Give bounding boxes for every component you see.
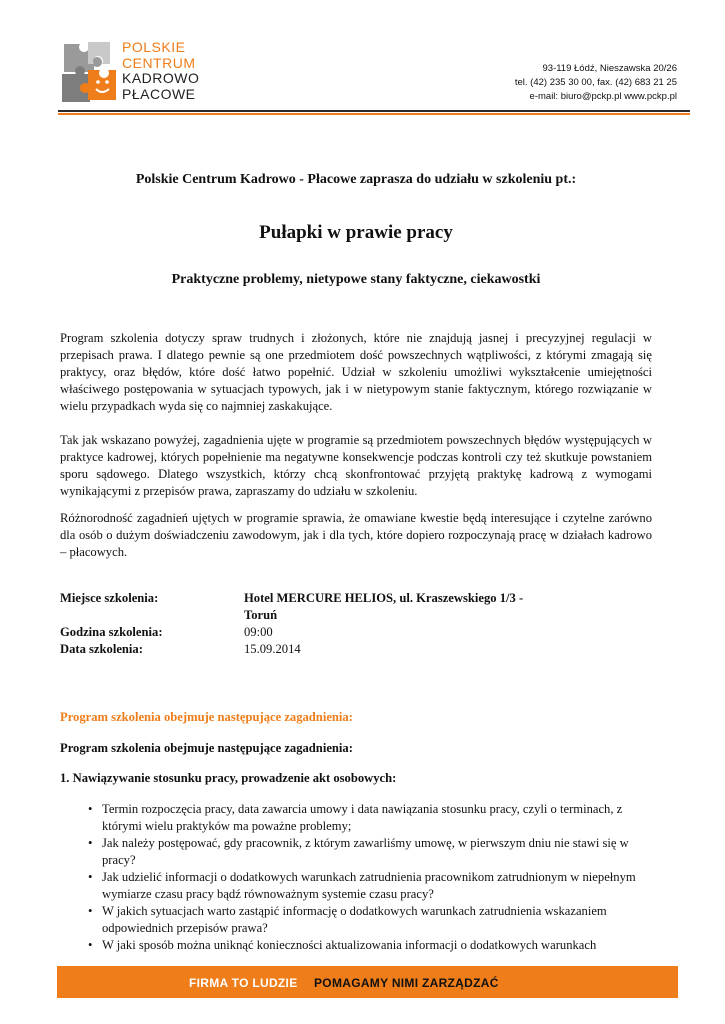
detail-row-date xyxy=(60,641,534,658)
phone-fax: tel. (42) 235 30 00, fax. (42) 683 21 25 xyxy=(514,77,677,88)
logo-text-centrum: CENTRUM xyxy=(122,54,196,71)
logo-text-kadrowo: KADROWO xyxy=(122,70,200,86)
header-divider-dark xyxy=(58,110,690,112)
detail-row-time xyxy=(60,624,534,641)
time-label: Godzina szkolenia: xyxy=(60,625,163,639)
list-item: • Termin rozpoczęcia pracy, data zawarcia umowy i data nawiązania stosunku pracy, czyli o terminach, z którymi wielu praktyków ma poważne problemy; xyxy=(78,801,648,835)
footer-banner xyxy=(57,966,678,998)
header-divider-orange xyxy=(58,113,690,115)
list-item: • Jak udzielić informacji o dodatkowych warunkach zatrudnienia pracownikom zatrudnionym w niepełnym wymiarze czasu pracy bądź równoważnym systemie czasu pracy? xyxy=(78,869,648,903)
program-heading-orange: Program szkolenia obejmuje następujące zagadnienia: xyxy=(60,710,353,724)
invitation-intro: Polskie Centrum Kadrowo - Płacowe zaprasza do udziału w szkoleniu pt.: xyxy=(135,172,577,187)
logo-text-polskie: POLSKIE xyxy=(122,39,186,55)
training-details xyxy=(60,590,534,658)
puzzle-logo-icon xyxy=(58,38,120,110)
address: 93-119 Łódź, Nieszawska 20/26 xyxy=(542,63,677,74)
place-label: Miejsce szkolenia: xyxy=(60,591,159,605)
list-item: • W jakich sytuacjach warto zastąpić informację o dodatkowych warunkach zatrudnienia wskazaniem odpowiednich przepisów prawa? xyxy=(78,903,648,937)
company-logo xyxy=(58,36,208,112)
paragraph-1: Program szkolenia dotyczy spraw trudnych i złożonych, które nie znajdują jasnej i precyzyjnej regulacji w przepisach prawa. I dlatego pewnie są one przedmiotem dość powszechnych wątpliwości, z którymi zmagają się praktycy, oraz błędów, które dość łatwo popełnić. Udział w szkoleniu umożliwi wykształcenie umiejętności właściwego postępowania w sytuacjach typowych, jak i w nietypowym stanie faktycznym, którego rozwiązanie w wielu przypadkach wyda się co najmniej zaskakujące. xyxy=(60,331,652,413)
footer-slogan-right: POMAGAMY NIMI ZARZĄDZAĆ xyxy=(314,976,499,990)
email-website[interactable]: e-mail: biuro@pckp.pl www.pckp.pl xyxy=(529,91,677,102)
section-1-title: 1. Nawiązywanie stosunku pracy, prowadzenie akt osobowych: xyxy=(60,771,397,785)
date-value: 15.09.2014 xyxy=(244,642,301,656)
list-item: • Jak należy postępować, gdy pracownik, z którym zawarliśmy umowę, w pierwszym dniu nie stawi się w pracy? xyxy=(78,835,648,869)
section-1-list xyxy=(78,801,648,954)
training-subtitle: Praktyczne problemy, nietypowe stany faktyczne, ciekawostki xyxy=(171,272,541,287)
contact-info xyxy=(515,62,677,104)
logo-text-placowe: PŁACOWE xyxy=(122,85,196,102)
footer-slogan-left: FIRMA TO LUDZIE xyxy=(189,976,298,990)
program-heading: Program szkolenia obejmuje następujące zagadnienia: xyxy=(60,741,353,755)
detail-row-place xyxy=(60,590,534,624)
paragraph-2: Tak jak wskazano powyżej, zagadnienia ujęte w programie są przedmiotem powszechnych błędów występujących w praktyce kadrowej, których popełnienie ma negatywne konsekwencje podczas kontroli czy też skutkuje powstaniem sporu sądowego. Dlatego wszystkich, którzy chcą skonfrontować przyjętą praktykę kadrową z wymogami wynikającymi z przepisów prawa, zapraszamy do udziału w szkoleniu. xyxy=(60,433,652,498)
place-value: Hotel MERCURE HELIOS, ul. Kraszewskiego 1/3 - Toruń xyxy=(244,591,524,622)
time-value: 09:00 xyxy=(244,625,273,639)
date-label: Data szkolenia: xyxy=(60,642,143,656)
training-title: Pułapki w prawie pracy xyxy=(259,222,453,243)
paragraph-3: Różnorodność zagadnień ujętych w programie sprawia, że omawiane kwestie będą interesujące i czytelne zarówno dla osób o dużym doświadczeniu zawodowym, jak i dla tych, które dopiero rozpoczynają pracę w działach kadrowo – płacowych. xyxy=(60,511,652,559)
list-item: • W jaki sposób można uniknąć konieczności aktualizowania informacji o dodatkowych warunkach xyxy=(78,937,648,954)
